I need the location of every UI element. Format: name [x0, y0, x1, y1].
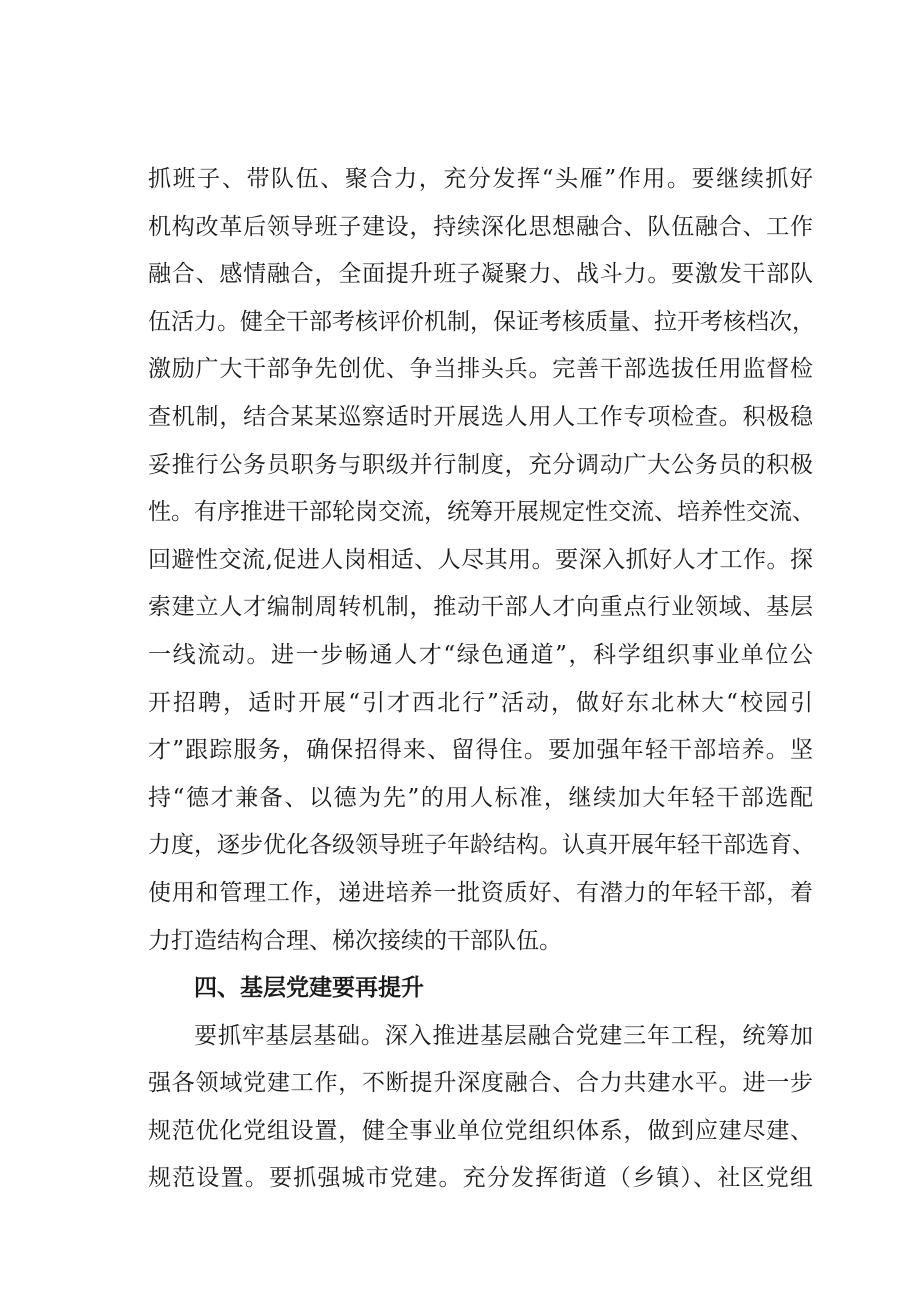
paragraph-line: 使用和管理工作，递进培养一批资质好、有潜力的年轻干部，着 — [148, 879, 813, 906]
paragraph-line: 激励广大干部争先创优、争当排头兵。完善干部选拔任用监督检 — [148, 356, 813, 383]
paragraph-line: 性。有序推进干部轮岗交流，统筹开展规定性交流、培养性交流、 — [148, 499, 815, 526]
paragraph-line: 机构改革后领导班子建设，持续深化思想融合、队伍融合、工作 — [148, 213, 813, 240]
paragraph-line: 妥推行公务员职务与职级并行制度，充分调动广大公务员的积极 — [148, 451, 813, 478]
paragraph-line: 索建立人才编制周转机制，推动干部人才向重点行业领域、基层 — [148, 594, 813, 621]
paragraph-line: 伍活力。健全干部考核评价机制，保证考核质量、拉开考核档次， — [148, 308, 815, 335]
paragraph-line: 要抓牢基层基础。深入推进基层融合党建三年工程，统筹加 — [194, 1022, 813, 1049]
paragraph-line: 回避性交流,促进人岗相适、人尽其用。要深入抓好人才工作。探 — [148, 546, 813, 573]
paragraph-line: 一线流动。进一步畅通人才“绿色通道”，科学组织事业单位公 — [148, 641, 813, 668]
paragraph-line: 规范优化党组设置，健全事业单位党组织体系，做到应建尽建、 — [148, 1117, 813, 1144]
paragraph-line: 强各领域党建工作，不断提升深度融合、合力共建水平。进一步 — [148, 1070, 813, 1097]
paragraph-line: 才”跟踪服务，确保招得来、留得住。要加强年轻干部培养。坚 — [148, 737, 813, 764]
paragraph-line: 持“德才兼备、以德为先”的用人标准，继续加大年轻干部选配 — [148, 784, 813, 811]
section-heading: 四、基层党建要再提升 — [194, 975, 424, 1002]
document-body — [148, 156, 813, 1203]
paragraph-line: 抓班子、带队伍、聚合力，充分发挥“头雁”作用。要继续抓好 — [148, 166, 813, 192]
paragraph-line: 查机制，结合某某巡察适时开展选人用人工作专项检查。积极稳 — [148, 403, 813, 430]
paragraph-line: 力度，逐步优化各级领导班子年龄结构。认真开展年轻干部选育、 — [148, 832, 815, 859]
paragraph-line: 融合、感情融合，全面提升班子凝聚力、战斗力。要激发干部队 — [148, 261, 813, 288]
paragraph-line: 规范设置。要抓强城市党建。充分发挥街道（乡镇）、社区党组 — [148, 1165, 813, 1192]
paragraph-line: 开招聘，适时开展“引才西北行”活动，做好东北林大“校园引 — [148, 689, 813, 716]
paragraph-line: 力打造结构合理、梯次接续的干部队伍。 — [148, 927, 562, 954]
